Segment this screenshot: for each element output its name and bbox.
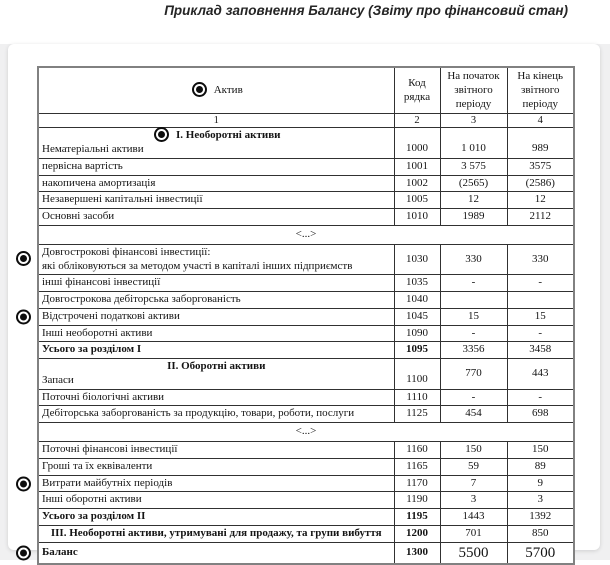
row-label: Інші необоротні активи — [42, 326, 153, 339]
row-code-cell: 1300 — [394, 542, 440, 564]
asset-cell — [38, 325, 394, 342]
row-code-cell: 1045 — [394, 308, 440, 325]
callout-marker-icon[interactable] — [20, 480, 27, 487]
header-period-end-cell: На кінець звітного періоду — [507, 67, 574, 114]
table-row — [38, 128, 574, 159]
value-period-start-cell: 3 575 — [440, 158, 507, 175]
asset-cell — [38, 458, 394, 475]
row-code-cell: 1010 — [394, 209, 440, 226]
document-card — [8, 44, 600, 561]
header-period-start-cell: На початок звітного періоду — [440, 67, 507, 114]
value-period-start-cell: 3 — [440, 492, 507, 509]
header-asset-label: Актив — [213, 83, 243, 96]
value-period-start-cell: 15 — [440, 308, 507, 325]
value-period-end-cell: - — [507, 275, 574, 292]
column-number: 4 — [507, 114, 574, 128]
value-period-start-cell: 1989 — [440, 209, 507, 226]
ellipsis-cell: <...> — [38, 423, 574, 442]
value-period-end-cell: 150 — [507, 442, 574, 459]
asset-cell — [38, 128, 394, 159]
asset-cell — [38, 542, 394, 564]
value-period-start-cell: 5500 — [440, 542, 507, 564]
row-code-cell: 1000 — [394, 128, 440, 159]
value-period-end-cell: 15 — [507, 308, 574, 325]
row-code-cell: 1190 — [394, 492, 440, 509]
value-period-start-cell: 454 — [440, 406, 507, 423]
balance-sheet — [37, 66, 575, 565]
value-period-end-cell: 3575 — [507, 158, 574, 175]
value-period-start-cell: 770 — [440, 359, 507, 390]
callout-marker-icon[interactable] — [20, 255, 27, 262]
row-label: III. Необоротні активи, утримувані для продажу, та групи вибуття — [50, 526, 382, 539]
value-period-start-cell: - — [440, 389, 507, 406]
row-code-cell: 1035 — [394, 275, 440, 292]
row-label: Баланс — [42, 546, 78, 559]
value-period-start-cell: (2565) — [440, 175, 507, 192]
table-row — [38, 244, 574, 275]
asset-cell — [38, 158, 394, 175]
row-label: Усього за розділом II — [42, 510, 146, 523]
table-row — [38, 389, 574, 406]
value-period-end-cell: 989 — [507, 128, 574, 159]
balance-table-body — [38, 128, 574, 565]
callout-marker-icon[interactable] — [20, 313, 27, 320]
value-period-start-cell: 7 — [440, 475, 507, 492]
row-label: Основні засоби — [42, 210, 115, 223]
table-row — [38, 275, 574, 292]
row-label: Запаси — [42, 373, 74, 386]
row-code-cell: 1005 — [394, 192, 440, 209]
table-row — [38, 442, 574, 459]
row-code-cell: 1001 — [394, 158, 440, 175]
table-row — [38, 359, 574, 390]
callout-marker-icon[interactable] — [158, 131, 165, 138]
value-period-end-cell: - — [507, 325, 574, 342]
section-title-label: II. Оборотні активи — [167, 360, 266, 373]
table-row — [38, 342, 574, 359]
section-title — [42, 360, 391, 374]
asset-cell — [38, 192, 394, 209]
section-title — [42, 129, 391, 143]
header-asset-cell — [38, 67, 394, 114]
value-period-end-cell: 698 — [507, 406, 574, 423]
value-period-end-cell: (2586) — [507, 175, 574, 192]
row-code-cell: 1170 — [394, 475, 440, 492]
row-code-cell: 1040 — [394, 292, 440, 309]
section-title-label: I. Необоротні активи — [176, 129, 281, 142]
asset-cell — [38, 342, 394, 359]
value-period-end-cell: 3 — [507, 492, 574, 509]
table-row — [38, 209, 574, 226]
asset-cell — [38, 292, 394, 309]
row-code-cell: 1165 — [394, 458, 440, 475]
value-period-start-cell: 330 — [440, 244, 507, 275]
table-row — [38, 542, 574, 564]
value-period-end-cell: 443 — [507, 359, 574, 390]
column-number: 1 — [38, 114, 394, 128]
value-period-end-cell: 2112 — [507, 209, 574, 226]
column-number: 2 — [394, 114, 440, 128]
value-period-start-cell: 1 010 — [440, 128, 507, 159]
value-period-start-cell: 701 — [440, 525, 507, 542]
row-code-cell: 1002 — [394, 175, 440, 192]
value-period-end-cell: 3458 — [507, 342, 574, 359]
row-code-cell: 1095 — [394, 342, 440, 359]
row-code-cell: 1195 — [394, 509, 440, 526]
value-period-end-cell: 850 — [507, 525, 574, 542]
row-label: Незавершені капітальні інвестиції — [42, 193, 203, 206]
value-period-start-cell: 3356 — [440, 342, 507, 359]
row-label-line2: які обліковуються за методом участі в капіталі інших підприємств — [42, 259, 353, 272]
table-row — [38, 525, 574, 542]
callout-marker-icon[interactable] — [20, 550, 27, 557]
value-period-end-cell: 89 — [507, 458, 574, 475]
asset-cell — [38, 244, 394, 275]
page-title: Приклад заповнення Балансу (Звіту про фінансовий стан) — [164, 3, 568, 18]
row-code-cell: 1110 — [394, 389, 440, 406]
row-code-cell: 1125 — [394, 406, 440, 423]
asset-cell — [38, 475, 394, 492]
column-numbers-row — [38, 114, 574, 128]
table-row — [38, 325, 574, 342]
asset-cell — [38, 442, 394, 459]
asset-cell — [38, 359, 394, 390]
row-label: Довгострокова дебіторська заборгованість — [42, 293, 241, 306]
table-header-row — [38, 67, 574, 114]
row-label: накопичена амортизація — [42, 176, 156, 189]
table-row — [38, 475, 574, 492]
value-period-end-cell: 330 — [507, 244, 574, 275]
column-number: 3 — [440, 114, 507, 128]
row-label: Інші оборотні активи — [42, 493, 142, 506]
asset-cell — [38, 389, 394, 406]
asset-cell — [38, 308, 394, 325]
value-period-end-cell: 12 — [507, 192, 574, 209]
value-period-end-cell: - — [507, 389, 574, 406]
table-row — [38, 509, 574, 526]
row-code-cell: 1160 — [394, 442, 440, 459]
row-label: Витрати майбутніх періодів — [42, 476, 173, 489]
table-row — [38, 423, 574, 442]
table-row — [38, 175, 574, 192]
asset-cell — [38, 175, 394, 192]
row-label: Поточні фінансові інвестиції — [42, 443, 178, 456]
value-period-start-cell: 150 — [440, 442, 507, 459]
table-row — [38, 225, 574, 244]
row-label: Усього за розділом I — [42, 343, 142, 356]
row-code-cell: 1030 — [394, 244, 440, 275]
row-code-cell: 1100 — [394, 359, 440, 390]
value-period-start-cell: 59 — [440, 458, 507, 475]
value-period-start-cell: 12 — [440, 192, 507, 209]
value-period-end-cell: 5700 — [507, 542, 574, 564]
row-label: інші фінансові інвестиції — [42, 276, 161, 289]
row-label: Довгострокові фінансові інвестиції: — [42, 245, 211, 258]
row-label: Поточні біологічні активи — [42, 390, 165, 403]
row-label: первісна вартість — [42, 159, 123, 172]
row-label: Нематеріальні активи — [42, 143, 144, 156]
header-code-cell: Код рядка — [394, 67, 440, 114]
callout-marker-icon[interactable] — [196, 86, 203, 93]
table-row — [38, 406, 574, 423]
table-row — [38, 492, 574, 509]
table-row — [38, 158, 574, 175]
asset-cell — [38, 492, 394, 509]
ellipsis-cell: <...> — [38, 225, 574, 244]
asset-cell — [38, 406, 394, 423]
value-period-start-cell — [440, 292, 507, 309]
row-label: Дебіторська заборгованість за продукцію, товари, роботи, послуги — [42, 407, 355, 420]
table-row — [38, 192, 574, 209]
table-row — [38, 458, 574, 475]
value-period-start-cell: - — [440, 275, 507, 292]
table-row — [38, 292, 574, 309]
value-period-start-cell: 1443 — [440, 509, 507, 526]
asset-cell — [38, 275, 394, 292]
value-period-start-cell: - — [440, 325, 507, 342]
balance-table — [37, 66, 575, 565]
row-code-cell: 1090 — [394, 325, 440, 342]
row-label: Відстрочені податкові активи — [42, 309, 180, 322]
row-label: Гроші та їх еквіваленти — [42, 459, 153, 472]
asset-cell — [38, 525, 394, 542]
value-period-end-cell: 9 — [507, 475, 574, 492]
table-row — [38, 308, 574, 325]
asset-cell — [38, 209, 394, 226]
asset-cell — [38, 509, 394, 526]
row-code-cell: 1200 — [394, 525, 440, 542]
value-period-end-cell: 1392 — [507, 509, 574, 526]
value-period-end-cell — [507, 292, 574, 309]
